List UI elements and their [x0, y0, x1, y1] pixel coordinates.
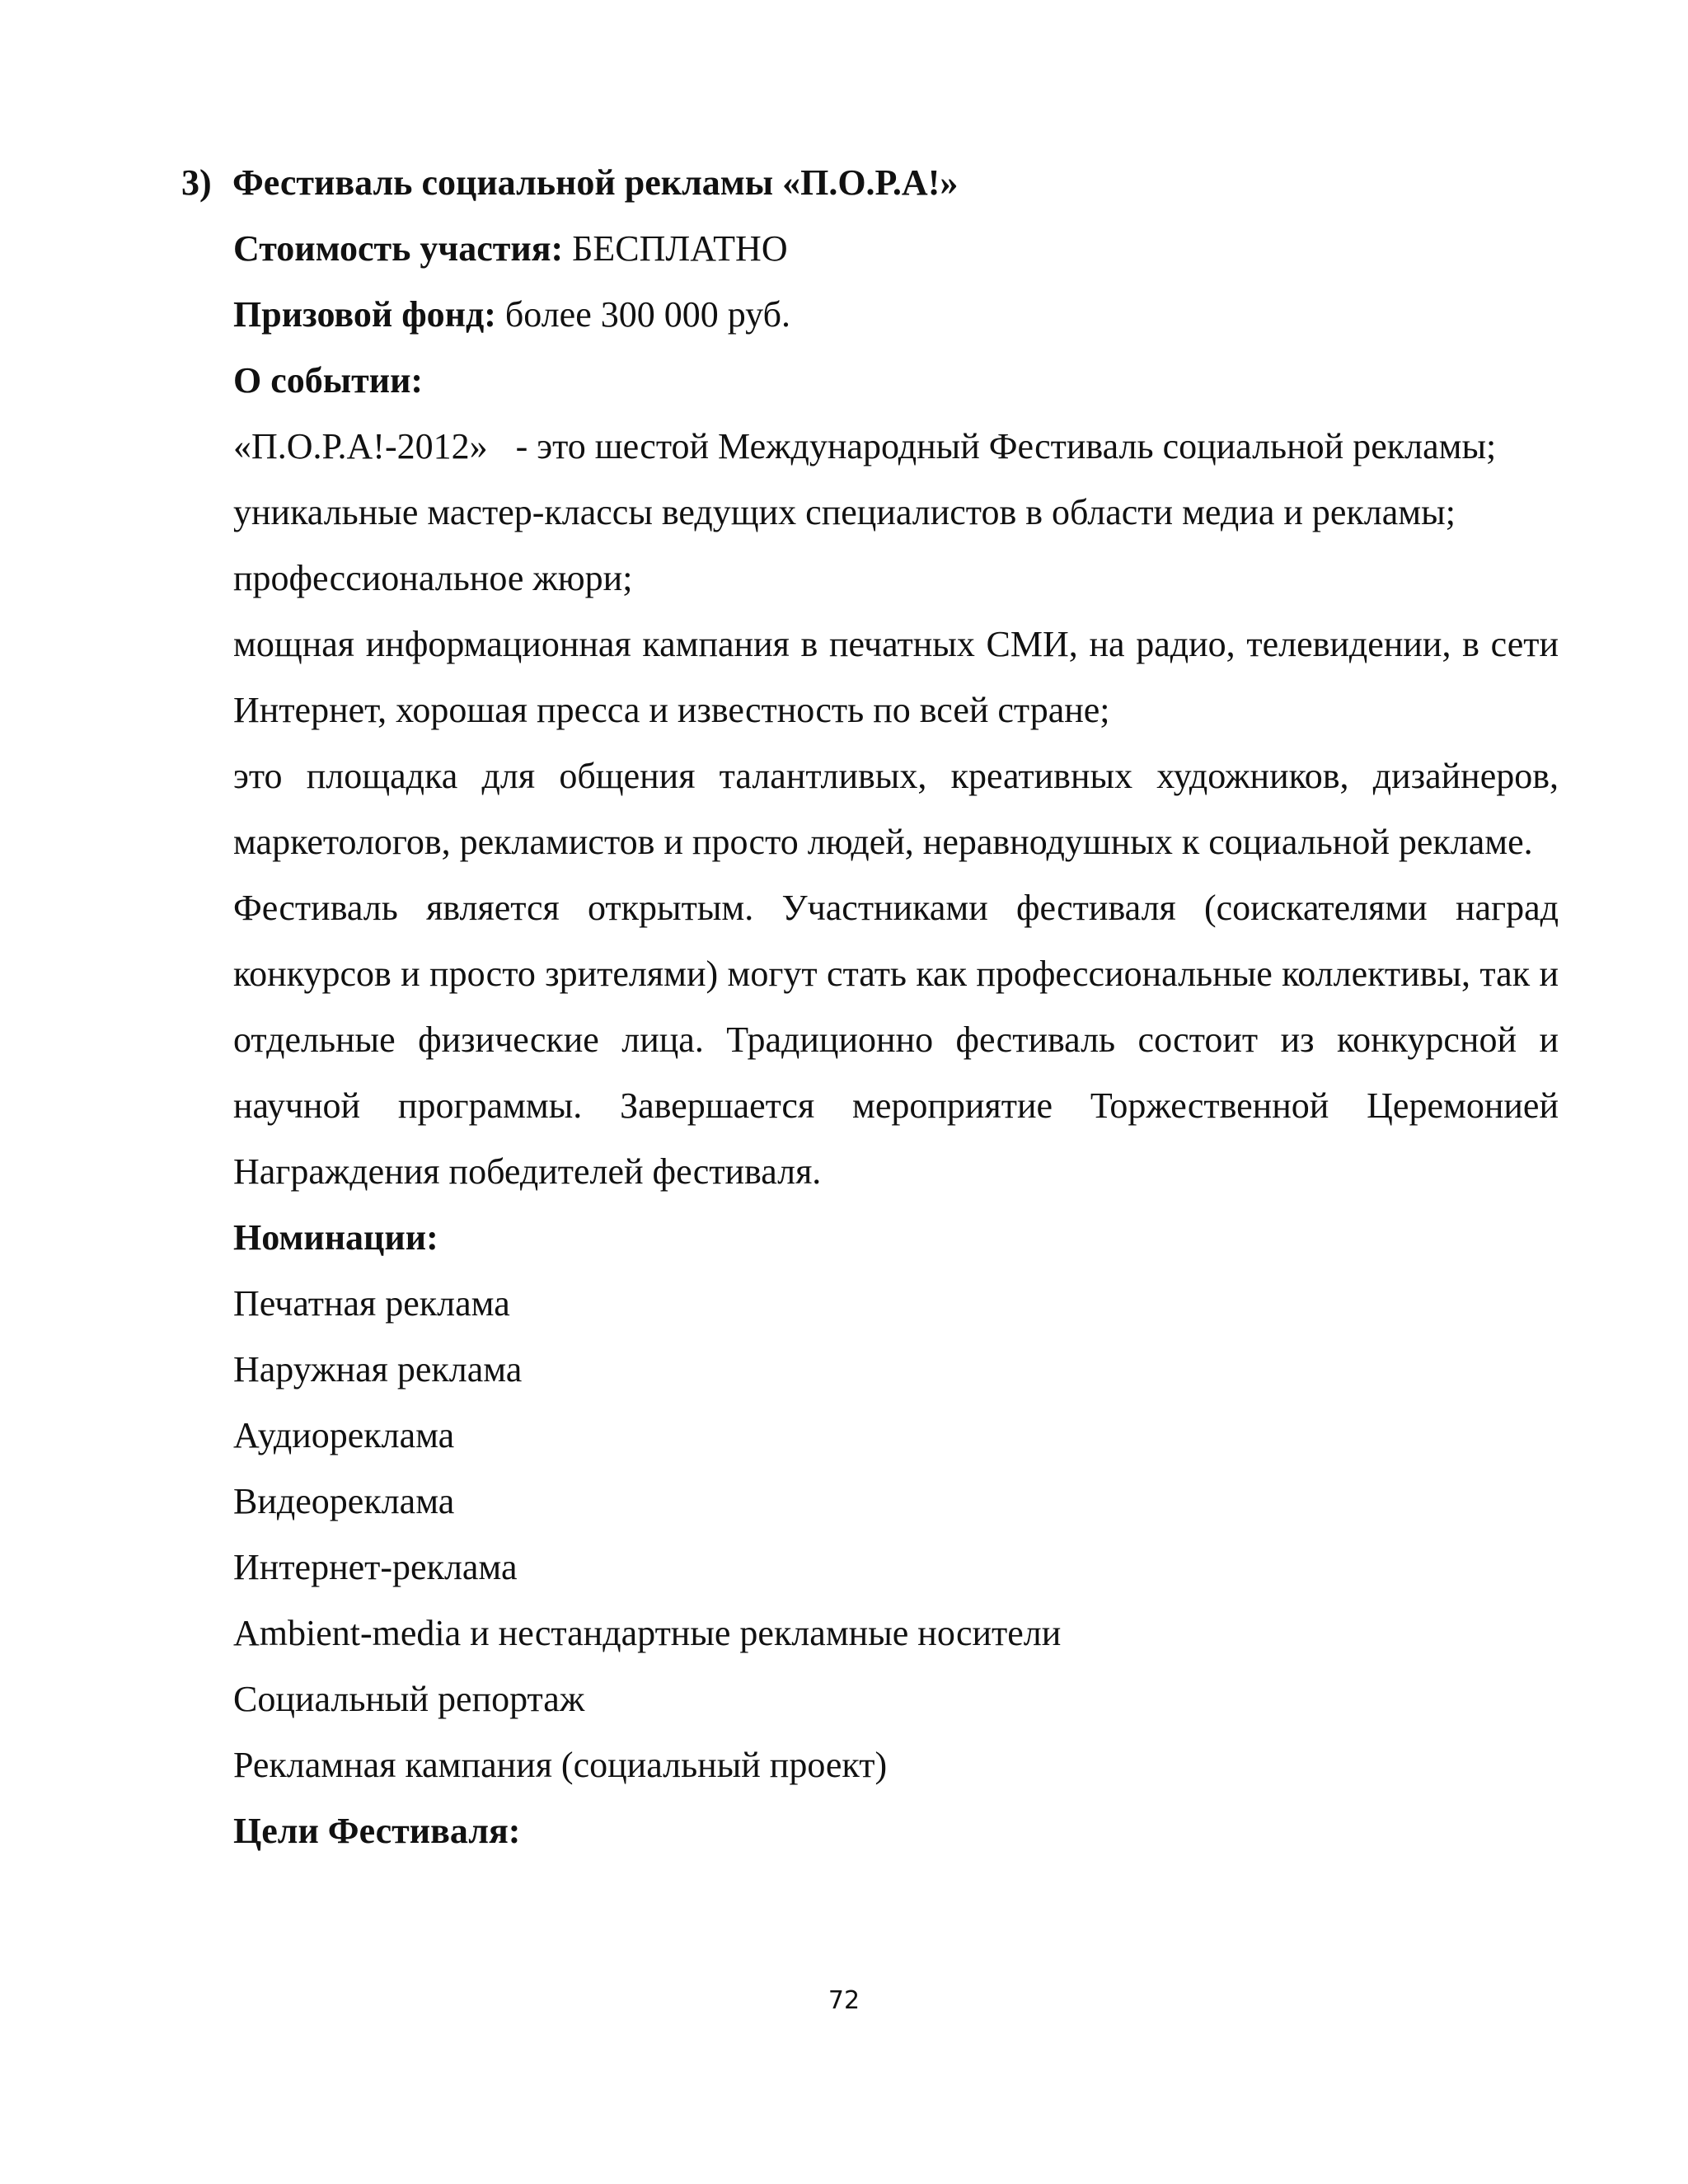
prize-label: Призовой фонд: — [233, 294, 496, 335]
about-intro-text: - это шестой Международный Фестиваль социальной рекламы; — [515, 426, 1497, 466]
nomination-item: Наружная реклама — [233, 1349, 523, 1390]
nomination-item: Интернет-реклама — [233, 1547, 518, 1587]
section-content — [233, 216, 1559, 1864]
about-item: мощная информационная кампания в печатных СМИ, на радио, телевидении, в сети Интернет, хорошая пресса и известность по всей стране; — [233, 624, 1559, 730]
prize-line — [233, 282, 1559, 348]
about-label: О событии: — [233, 360, 424, 401]
section-title: Фестиваль социальной рекламы «П.О.Р.А!» — [232, 162, 959, 203]
about-intro — [233, 414, 1559, 480]
nomination-item: Печатная реклама — [233, 1283, 510, 1324]
page-number: 72 — [828, 1986, 860, 2015]
about-item: профессиональное жюри; — [233, 558, 633, 598]
nomination-item: Видеореклама — [233, 1481, 455, 1521]
cost-label: Стоимость участия: — [233, 228, 564, 269]
goals-label: Цели Фестиваля: — [233, 1811, 521, 1851]
nomination-item: Аудиореклама — [233, 1415, 455, 1455]
prize-value: более 300 000 руб. — [495, 294, 790, 335]
about-item: это площадка для общения талантливых, креативных художников, дизайнеров, маркетологов, рекламистов и просто людей, неравнодушных к социальной рекламе. — [233, 756, 1559, 862]
nominations-label: Номинации: — [233, 1217, 438, 1258]
nomination-item: Рекламная кампания (социальный проект) — [233, 1745, 888, 1785]
about-description: Фестиваль является открытым. Участниками фестиваля (соискателями наград конкурсов и просто зрителями) могут стать как профессиональные коллективы, так и отдельные физические лица. Традиционно фестиваль состоит из конкурсной и научной программы. Завершается мероприятие Торжественной Церемонией Награждения победителей фестиваля. — [233, 888, 1559, 1192]
nomination-item: Ambient-media и нестандартные рекламные носители — [233, 1613, 1062, 1653]
cost-value: БЕСПЛАТНО — [563, 228, 788, 269]
cost-line — [233, 216, 1559, 282]
section-heading — [181, 150, 958, 216]
about-intro-name: «П.О.Р.А!-2012» — [233, 426, 488, 466]
about-item: уникальные мастер-классы ведущих специалистов в области медиа и рекламы; — [233, 492, 1456, 532]
nomination-item: Социальный репортаж — [233, 1679, 585, 1719]
section-number: 3) — [181, 162, 212, 203]
